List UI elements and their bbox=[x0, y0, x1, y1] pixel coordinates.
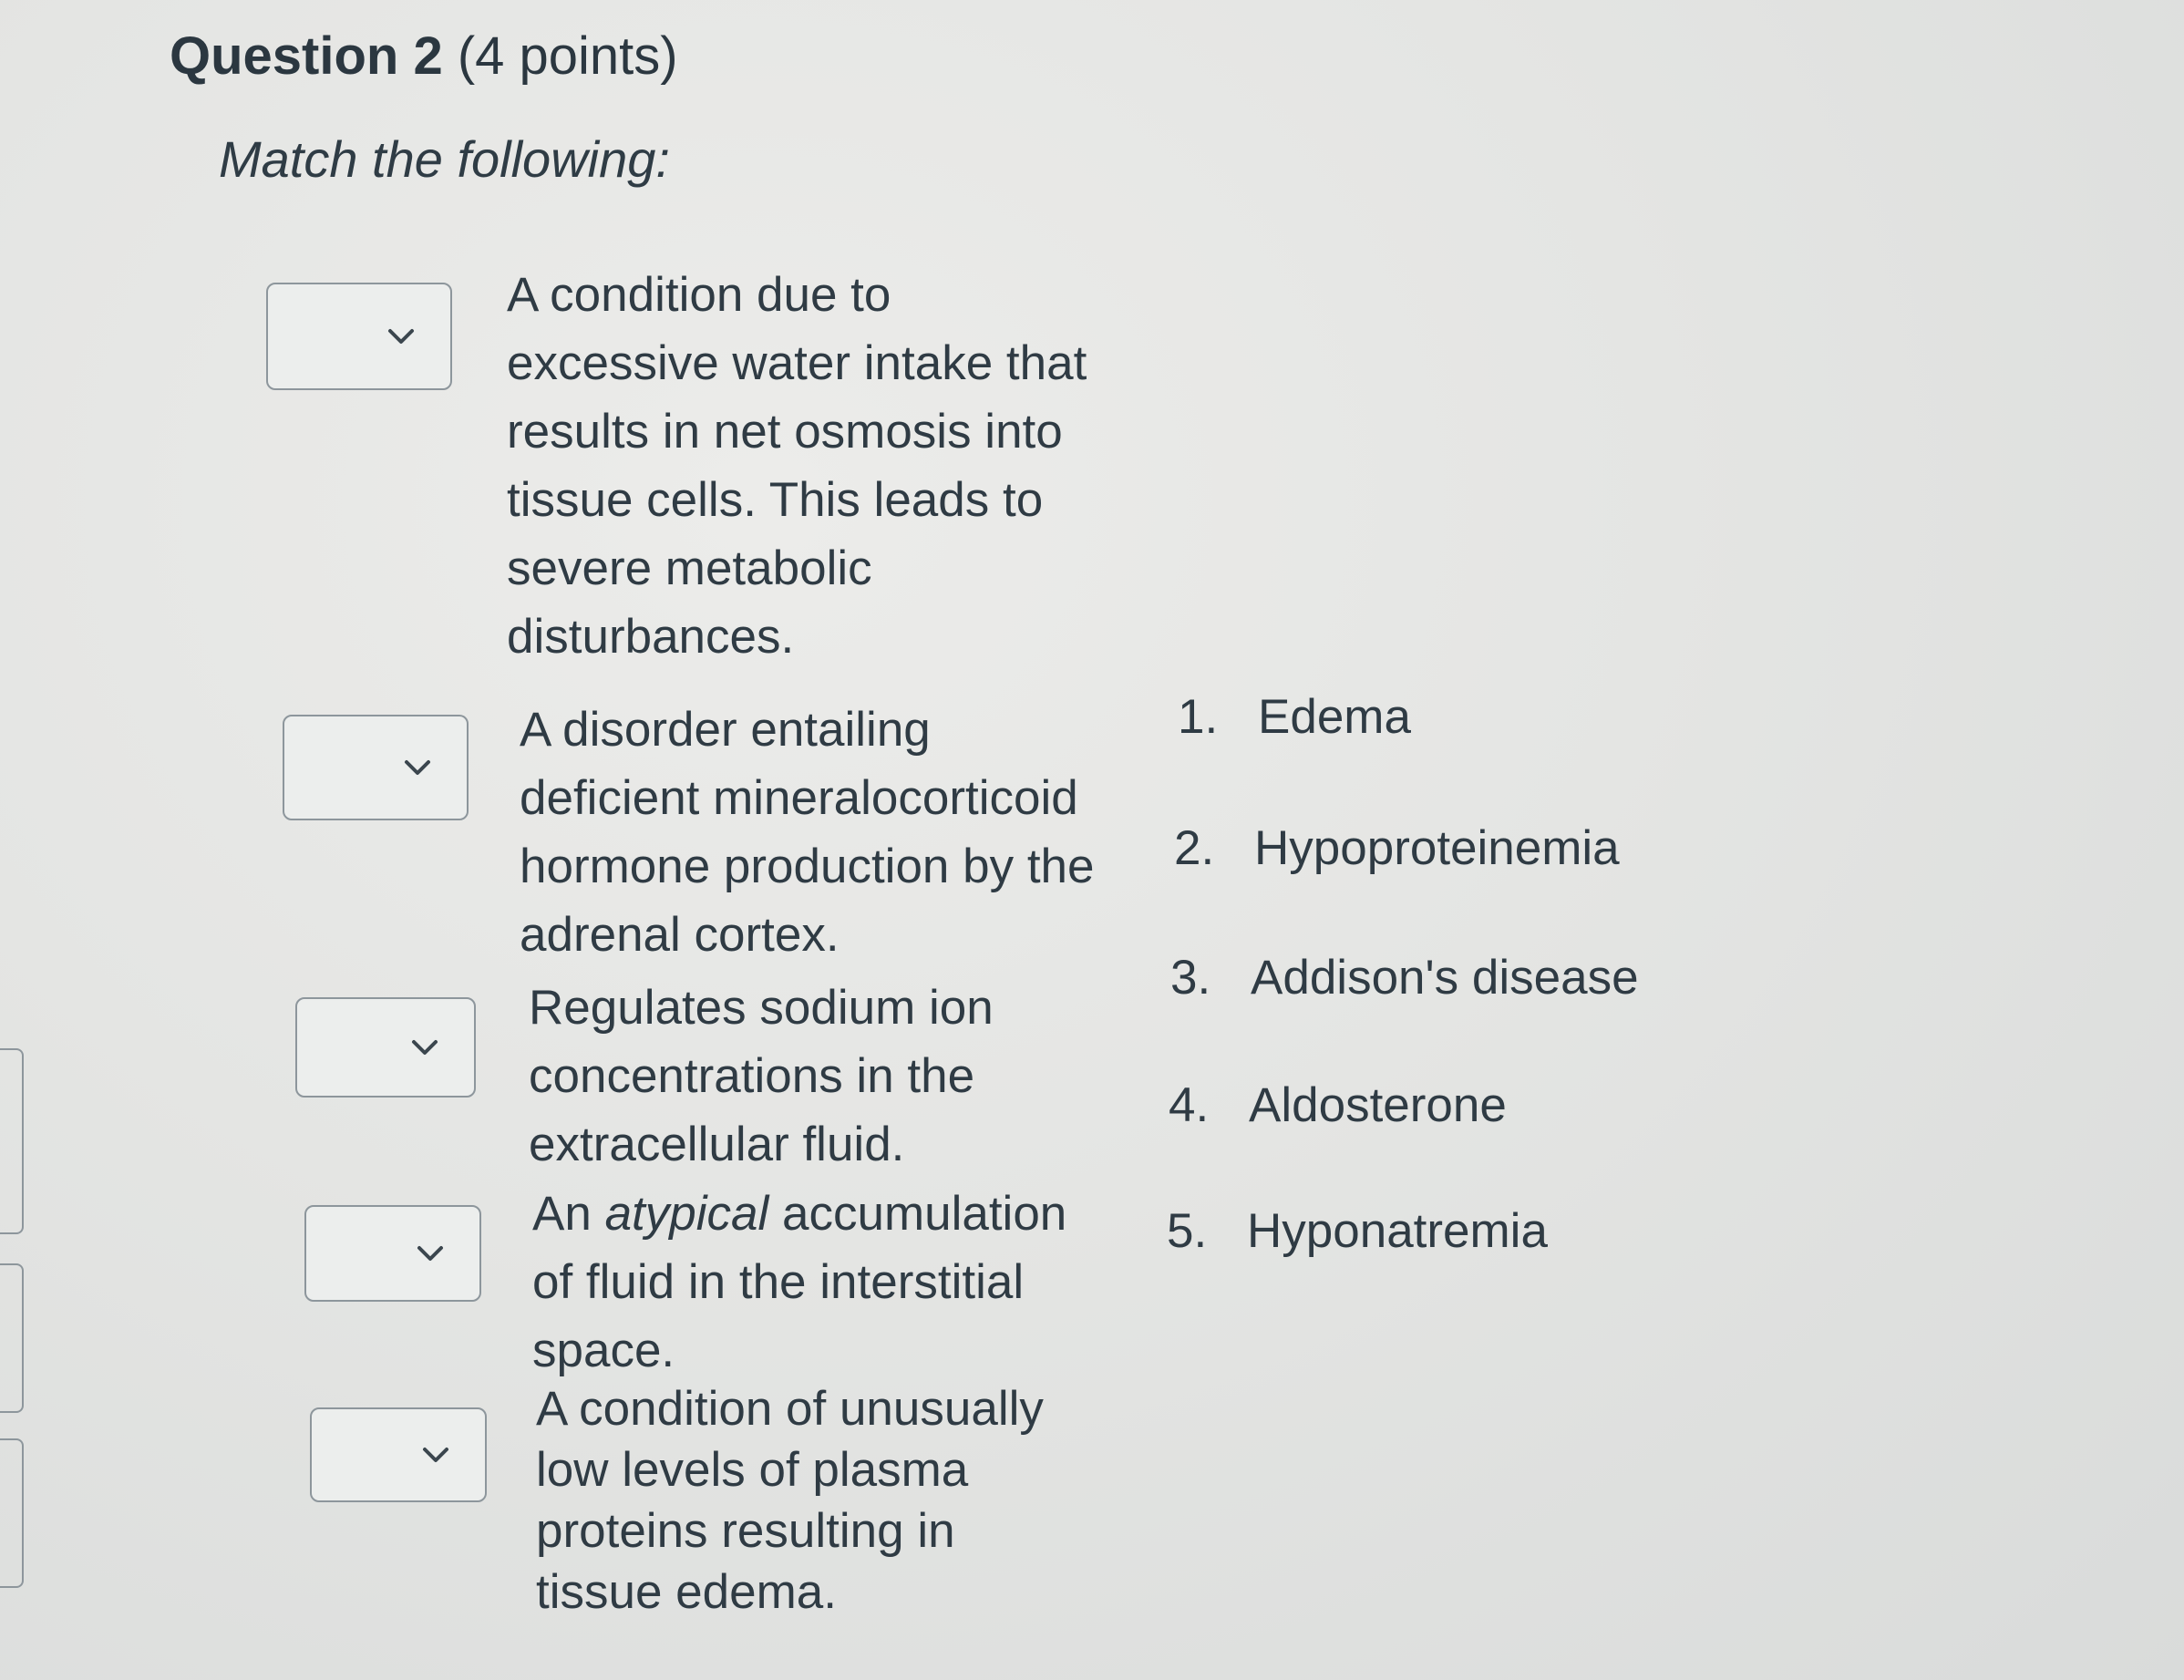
question-label: Question 2 bbox=[170, 26, 443, 86]
answer-label: Aldosterone bbox=[1249, 1078, 1507, 1132]
answer-number: 3. bbox=[1170, 951, 1211, 1005]
prompt-text-4-emphasis: atypical bbox=[604, 1187, 769, 1241]
prompt-text-2: A disorder entailing deficient mineralocorticoid hormone production by the adrenal cortex. bbox=[520, 703, 1095, 962]
answer-item bbox=[1178, 689, 1411, 745]
match-select-5[interactable] bbox=[310, 1407, 487, 1502]
answer-number: 5. bbox=[1167, 1204, 1208, 1258]
prompt-text-4 bbox=[532, 1180, 1116, 1385]
prompt-text-4-start: An bbox=[532, 1187, 605, 1241]
chevron-down-icon bbox=[410, 1038, 439, 1056]
match-select-1[interactable] bbox=[266, 283, 452, 390]
answer-item bbox=[1170, 950, 1639, 1005]
prompt-text-5: A condition of unusually low levels of plasma proteins resulting in tissue edema. bbox=[536, 1382, 1044, 1619]
answer-item bbox=[1167, 1203, 1548, 1259]
chevron-down-icon bbox=[421, 1446, 450, 1464]
offscreen-element bbox=[0, 1048, 24, 1234]
question-instructions: Match the following: bbox=[219, 130, 670, 188]
answer-label: Hyponatremia bbox=[1247, 1204, 1548, 1258]
answer-label: Addison's disease bbox=[1251, 951, 1639, 1005]
answer-label: Hypoproteinemia bbox=[1254, 821, 1620, 875]
prompt-text-1: A condition due to excessive water intake that results in net osmosis into tissue cells. This leads to severe metabolic disturbances. bbox=[507, 268, 1087, 664]
prompt-text-3: Regulates sodium ion concentrations in the extracellular fluid. bbox=[529, 981, 994, 1171]
answer-number: 2. bbox=[1174, 821, 1215, 875]
answer-item bbox=[1169, 1077, 1507, 1133]
offscreen-element bbox=[0, 1438, 24, 1588]
chevron-down-icon bbox=[386, 327, 416, 345]
match-select-4[interactable] bbox=[304, 1205, 481, 1302]
answer-number: 1. bbox=[1178, 690, 1219, 744]
answer-label: Edema bbox=[1258, 690, 1411, 744]
question-points: (4 points) bbox=[457, 26, 678, 86]
prompt-text-4-end: accumulation of fluid in the interstitial space. bbox=[532, 1187, 1067, 1377]
match-select-2[interactable] bbox=[283, 715, 469, 820]
question-title bbox=[170, 26, 678, 87]
chevron-down-icon bbox=[416, 1244, 445, 1263]
offscreen-element bbox=[0, 1263, 24, 1413]
answer-item bbox=[1174, 820, 1620, 876]
match-select-3[interactable] bbox=[295, 997, 476, 1098]
chevron-down-icon bbox=[403, 758, 432, 777]
answer-number: 4. bbox=[1169, 1078, 1210, 1132]
